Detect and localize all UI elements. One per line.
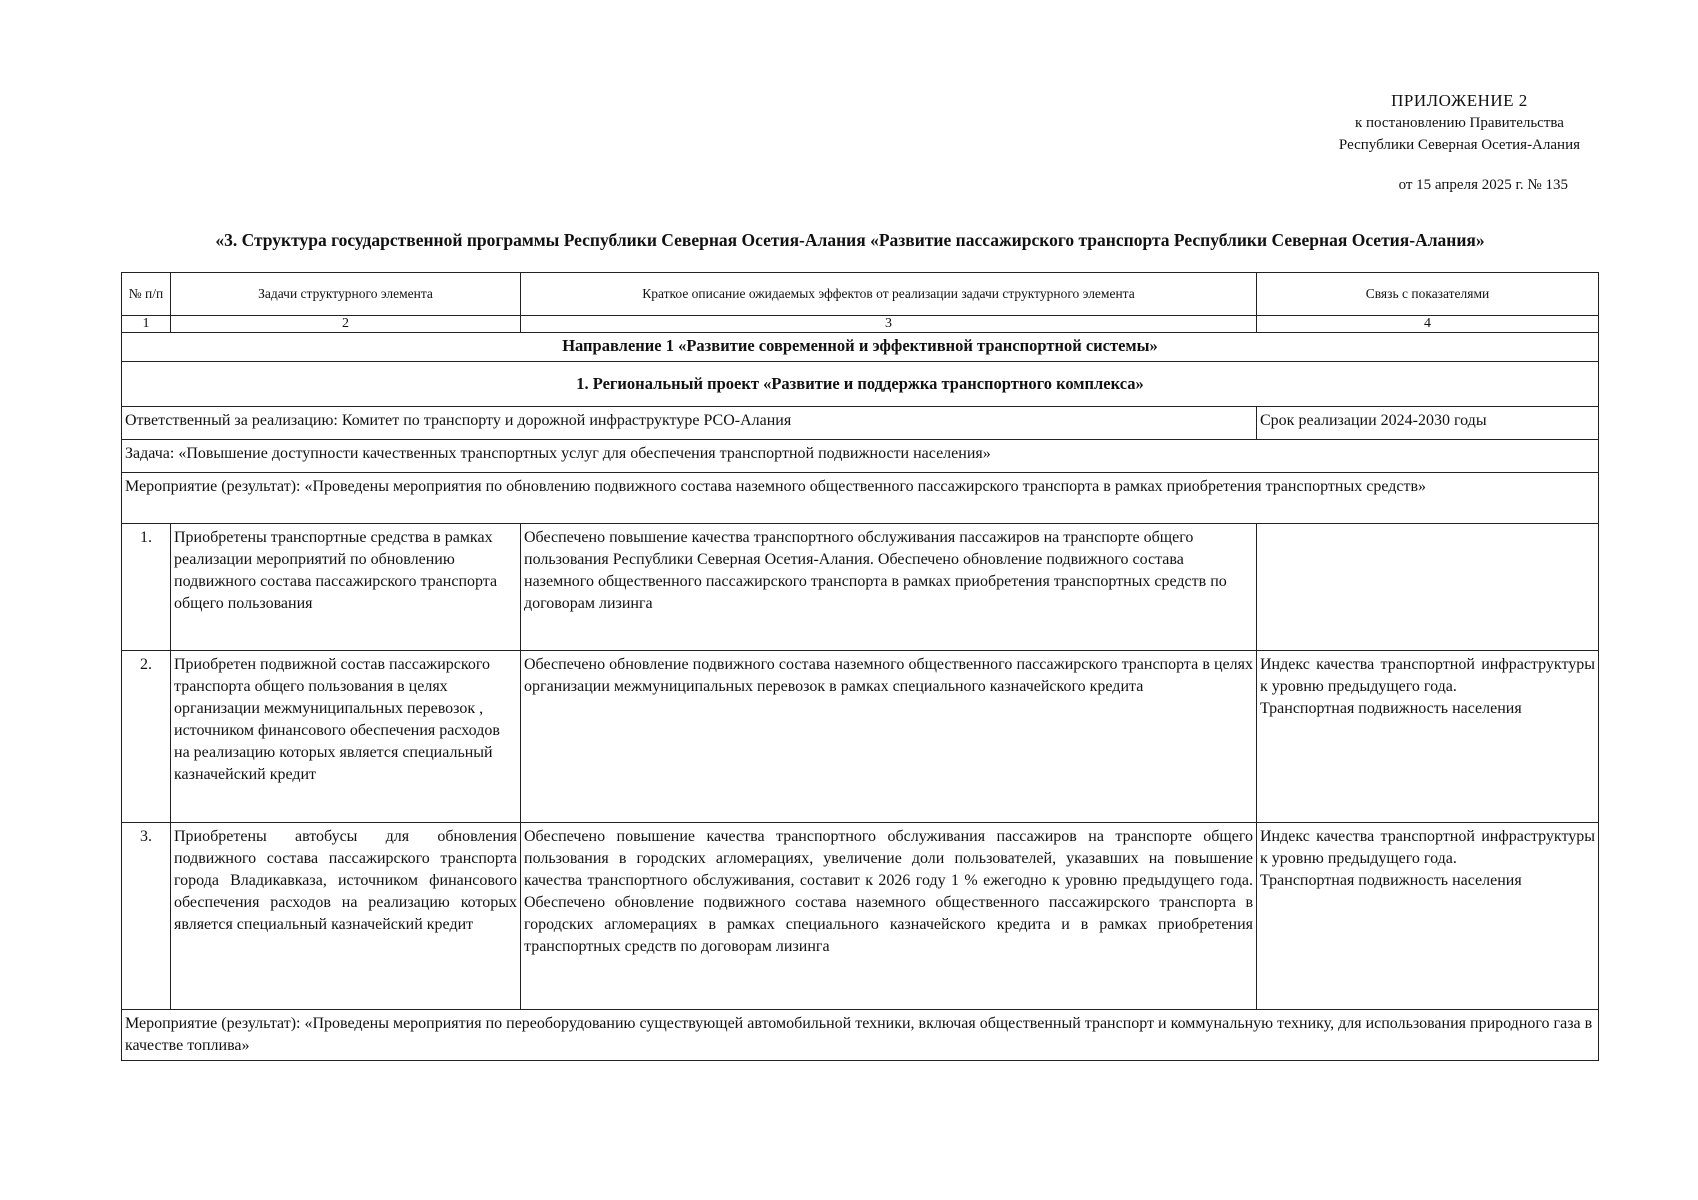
project-title: 1. Региональный проект «Развитие и поддержка транспортного комплекса» [122, 362, 1599, 407]
row-number: 3. [122, 823, 171, 1010]
column-number: 3 [521, 316, 1257, 333]
row-task: Приобретен подвижной состав пассажирского транспорта общего пользования в целях организации межмуниципальных перевозок , источником финансового обеспечения расходов на реализацию которых является специальный казначейский кредит [171, 651, 521, 823]
indicator-quality-index: Индекс качества транспортной инфраструктуры к уровню предыдущего года. [1260, 828, 1595, 867]
row-effect: Обеспечено повышение качества транспортного обслуживания пассажиров на транспорте общего пользования в городских агломерациях, увеличение доли пользователей, указавших на повышение качества транспортного обслуживания, составит к 2026 году 1 % ежегодно к уровню предыдущего года. Обеспечено обновление подвижного состава наземного общественного пассажирского транспорта в городских агломерациях в рамках специального казначейского кредита и в рамках приобретения транспортных средств по договорам лизинга [521, 823, 1257, 1010]
column-header-indicators: Связь с показателями [1257, 273, 1599, 316]
indicator-mobility: Транспортная подвижность населения [1260, 872, 1522, 889]
document-heading: «3. Структура государственной программы Республики Северная Осетия-Алания «Развитие пассажирского транспорта Республики Северная Осетия-Алания» [215, 230, 1485, 250]
column-header-tasks: Задачи структурного элемента [171, 273, 521, 316]
row-task: Приобретены автобусы для обновления подвижного состава пассажирского транспорта города Владикавказа, источником финансового обеспечения расходов на реализацию которых является специальный казначейский кредит [171, 823, 521, 1010]
measure-text: Мероприятие (результат): «Проведены мероприятия по обновлению подвижного состава наземного общественного пассажирского транспорта в рамках приобретения транспортных средств» [122, 473, 1599, 524]
table-header-row [122, 273, 1599, 316]
appendix-line-2: Республики Северная Осетия-Алания [1338, 137, 1580, 153]
implementation-term: Срок реализации 2024-2030 годы [1257, 407, 1599, 440]
row-indicators [1257, 651, 1599, 823]
row-number: 2. [122, 651, 171, 823]
column-number: 1 [122, 316, 171, 333]
row-indicators [1257, 524, 1599, 651]
responsible-text: Ответственный за реализацию: Комитет по транспорту и дорожной инфраструктуре РСО-Алания [122, 407, 1257, 440]
program-structure-table [121, 272, 1599, 1061]
indicator-mobility: Транспортная подвижность населения [1260, 700, 1522, 717]
measure-row [122, 1010, 1599, 1061]
row-task: Приобретены транспортные средства в рамках реализации мероприятий по обновлению подвижного состава пассажирского транспорта общего пользования [171, 524, 521, 651]
appendix-date: от 15 апреля 2025 г. № 135 [1398, 177, 1568, 193]
column-number: 2 [171, 316, 521, 333]
column-header-number: № п/п [122, 273, 171, 316]
project-row [122, 362, 1599, 407]
appendix-title: ПРИЛОЖЕНИЕ 2 [1391, 91, 1528, 110]
column-number-row [122, 316, 1599, 333]
column-number: 4 [1257, 316, 1599, 333]
direction-row [122, 333, 1599, 362]
task-row [122, 440, 1599, 473]
table-row [122, 524, 1599, 651]
direction-title: Направление 1 «Развитие современной и эффективной транспортной системы» [122, 333, 1599, 362]
indicator-quality-index: Индекс качества транспортной инфраструктуры к уровню предыдущего года. [1260, 656, 1595, 695]
task-text: Задача: «Повышение доступности качественных транспортных услуг для обеспечения транспортной подвижности населения» [122, 440, 1599, 473]
row-indicators [1257, 823, 1599, 1010]
responsible-row [122, 407, 1599, 440]
appendix-line-1: к постановлению Правительства [1354, 115, 1564, 131]
appendix-header [1339, 90, 1580, 156]
row-effect: Обеспечено повышение качества транспортного обслуживания пассажиров на транспорте общего пользования Республики Северная Осетия-Алания. Обеспечено обновление подвижного состава наземного общественного пассажирского транспорта в рамках приобретения транспортных средств по договорам лизинга [521, 524, 1257, 651]
table-row [122, 651, 1599, 823]
column-header-effects: Краткое описание ожидаемых эффектов от реализации задачи структурного элемента [521, 273, 1257, 316]
measure-text: Мероприятие (результат): «Проведены мероприятия по переоборудованию существующей автомобильной техники, включая общественный транспорт и коммунальную технику, для использования природного газа в качестве топлива» [122, 1010, 1599, 1061]
measure-row [122, 473, 1599, 524]
row-effect: Обеспечено обновление подвижного состава наземного общественного пассажирского транспорта в целях организации межмуниципальных перевозок в рамках специального казначейского кредита [521, 651, 1257, 823]
row-number: 1. [122, 524, 171, 651]
table-row [122, 823, 1599, 1010]
